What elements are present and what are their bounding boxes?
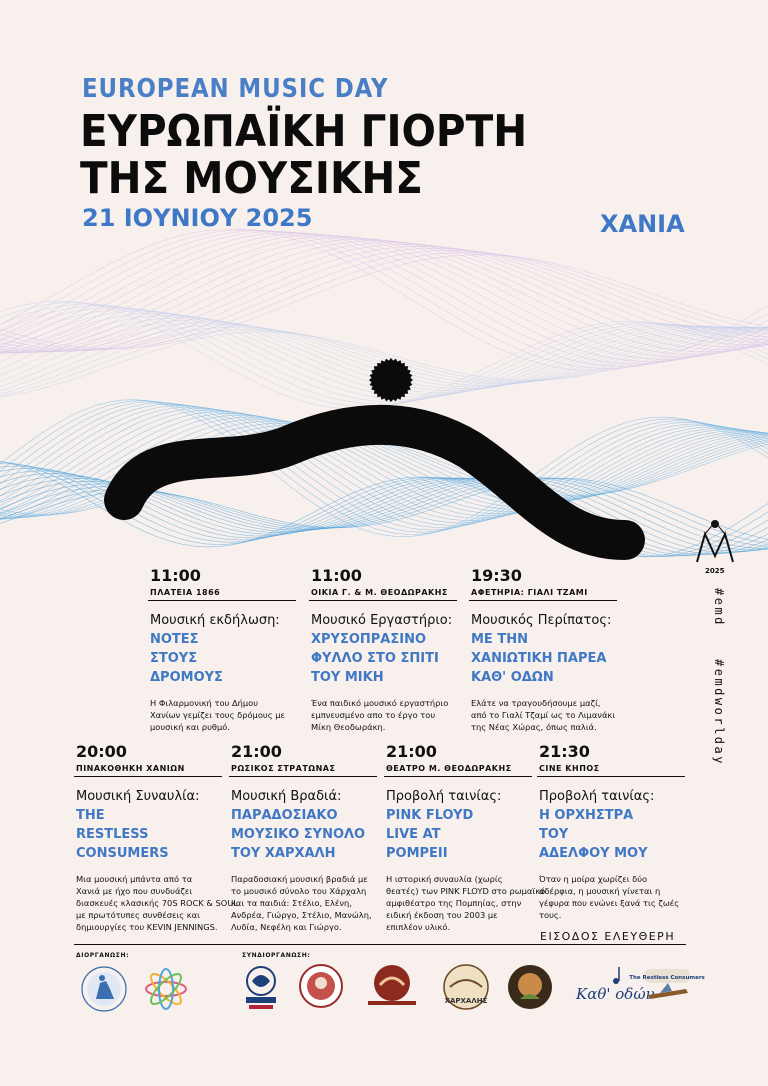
wave-line	[0, 233, 768, 362]
event-description-line: Παραδοσιακή μουσική βραδιά με	[231, 874, 368, 884]
event-description	[537, 873, 685, 921]
free-entry: ΕΙΣΟΔΟΣ ΕΛΕΥΘΕΡΗ	[540, 930, 676, 943]
wave-line	[0, 253, 768, 350]
event-type: Προβολή ταινίας:	[539, 789, 655, 804]
event-card	[384, 742, 546, 933]
event-description-line: και τα παιδιά: Στέλιο, Ελένη,	[231, 898, 352, 908]
wave-line	[0, 250, 768, 350]
sun-badge-shape	[369, 358, 413, 402]
event-name-line: ΦΥΛΛΟ ΣΤΟ ΣΠΙΤΙ	[311, 651, 439, 666]
event-time: 21:00	[231, 742, 282, 761]
event-place: ΑΦΕΤΗΡΙΑ: ΓΙΑΛΙ ΤΖΑΜΙ	[469, 585, 617, 601]
event-name-line: ΝΟΤΕΣ	[150, 632, 199, 647]
event-time: 20:00	[76, 742, 127, 761]
event-name-line: ΜΕ ΤΗΝ	[471, 632, 528, 647]
event-card	[229, 742, 377, 933]
event-description-line: αμφιθέατρο της Πομπηίας, στην	[386, 898, 522, 908]
event-description-line: τους.	[539, 910, 562, 920]
event-name	[309, 630, 457, 687]
cine-kipos-logo-icon	[506, 963, 554, 1011]
event-name	[148, 630, 296, 687]
restless-logo-text: The Restless Consumers	[629, 975, 705, 981]
cultural-logo-icon	[362, 963, 422, 1009]
event-name-line: ΤΟΥ ΜΙΚΗ	[311, 670, 384, 685]
event-description	[148, 697, 296, 733]
free-entry-divider	[74, 944, 686, 945]
event-place: ΡΩΣΙΚΟΣ ΣΤΡΑΤΩΝΑΣ	[229, 761, 377, 777]
event-description-line: Χανιά με ήχο που συνδυάζει	[76, 886, 193, 896]
event-description-line: διασκευές κλασικής 70S ROCK & SOUL	[76, 898, 238, 908]
event-card	[309, 566, 457, 733]
event-description-line: από το Γιαλί Τζαμί ως το Λιμανάκι	[471, 710, 616, 720]
event-description-line: αδέρφια, η μουσική γίνεται η	[539, 886, 661, 896]
event-name-line: ΑΔΕΛΦΟΥ ΜΟΥ	[539, 846, 648, 861]
event-description-line: Η Φιλαρμονική του Δήμου	[150, 698, 259, 708]
event-subtitle: EUROPEAN MUSIC DAY	[82, 74, 389, 104]
event-type: Μουσικός Περίπατος:	[471, 613, 612, 628]
event-name-line: ΤΟΥ	[539, 827, 569, 842]
event-name-line: ΧΑΝΙΩΤΙΚΗ ΠΑΡΕΑ	[471, 651, 607, 666]
event-place: ΠΙΝΑΚΟΘΗΚΗ ΧΑΝΙΩΝ	[74, 761, 222, 777]
event-place: CINE ΚΗΠΟΣ	[537, 761, 685, 777]
event-type: Μουσική Συναυλία:	[76, 789, 200, 804]
wave-line	[0, 244, 768, 352]
event-name-line: ΧΡΥΣΟΠΡΑΣΙΝΟ	[311, 632, 427, 647]
hashtag-emd: #emd	[712, 588, 726, 627]
event-description-line: επιπλέον υλικό.	[386, 922, 451, 932]
event-name-line: RESTLESS	[76, 827, 149, 842]
coorganizer-label: ΣΥΝΔΙΟΡΓΑΝΩΣΗ:	[242, 952, 311, 959]
event-type: Μουσική Βραδιά:	[231, 789, 342, 804]
event-description-line: μουσική και ρυθμό.	[150, 722, 230, 732]
event-description-line: Ένα παιδικό μουσικό εργαστήριο	[311, 698, 449, 708]
wave-line	[0, 243, 768, 353]
organizer-label: ΔΙΟΡΓΑΝΩΣΗ:	[76, 952, 130, 959]
event-description-line: με πρωτότυπες συνθέσεις και	[76, 910, 200, 920]
event-description-line: Όταν η μοίρα χωρίζει δύο	[539, 874, 648, 884]
event-description	[469, 697, 617, 733]
event-name-line: ΤΟΥ ΧΑΡΧΑΛΗ	[231, 846, 336, 861]
event-description-line: Χανίων γεμίζει τους δρόμους με	[150, 710, 285, 720]
kathodon-logo-text: Καθ' οδών	[576, 985, 655, 1003]
event-card	[148, 566, 296, 733]
event-description-line: γέφυρα που ενώνει ξανά τις ζωές	[539, 898, 680, 908]
event-description-line: θεατές) των PINK FLOYD στο ρωμαϊκό	[386, 886, 546, 896]
event-type: Μουσική εκδήλωση:	[150, 613, 280, 628]
philharmonic-logo-icon	[240, 963, 282, 1015]
event-type: Μουσικό Εργαστήριο:	[311, 613, 453, 628]
event-time: 21:00	[386, 742, 437, 761]
charchalis-logo-icon	[440, 963, 492, 1015]
event-city: ΧΑΝΙΑ	[600, 210, 685, 238]
event-description-line: Λυδία, Νεφέλη και Γιώργο.	[231, 922, 342, 932]
event-description-line: Μίκη Θεοδωράκη.	[311, 722, 386, 732]
event-description-line: Η ιστορική συναυλία (χωρίς	[386, 874, 503, 884]
event-description-line: ειδική έκδοση του 2003 με	[386, 910, 498, 920]
event-name	[537, 806, 685, 863]
event-name-line: ΣΤΟΥΣ	[150, 651, 198, 666]
event-name	[229, 806, 377, 863]
event-name-line: ΠΑΡΑΔΟΣΙΑΚΟ	[231, 808, 338, 823]
event-place: ΟΙΚΙΑ Γ. & Μ. ΘΕΟΔΩΡΑΚΗΣ	[309, 585, 457, 601]
wave-line	[0, 239, 768, 353]
event-place: ΘΕΑΤΡΟ Μ. ΘΕΟΔΩΡΑΚΗΣ	[384, 761, 532, 777]
event-name-line: ΚΑΘ' ΟΔΩΝ	[471, 670, 554, 685]
event-place: ΠΛΑΤΕΙΑ 1866	[148, 585, 296, 601]
event-description-line: Μια μουσική μπάντα από τα	[76, 874, 193, 884]
wave-line	[0, 232, 768, 364]
theodorakis-logo-icon	[298, 963, 344, 1009]
event-description-line: της Νέας Χώρας, όπως παλιά.	[471, 722, 597, 732]
event-date: 21 ΙΟΥΝΙΟΥ 2025	[82, 204, 313, 232]
event-time: 19:30	[471, 566, 522, 585]
charchalis-logo-text: ΧΑΡΧΑΛΗΣ	[444, 997, 488, 1005]
organizer-flower-logo-icon	[140, 963, 192, 1015]
event-name-line: ΜΟΥΣΙΚΟ ΣΥΝΟΛΟ	[231, 827, 366, 842]
emd-logo-icon	[693, 518, 741, 566]
wave-line	[0, 241, 768, 353]
event-time: 11:00	[311, 566, 362, 585]
event-card	[537, 742, 685, 921]
event-title-line2: ΤΗΣ ΜΟΥΣΙΚΗΣ	[80, 153, 423, 204]
event-name-line: ΔΡΟΜΟΥΣ	[150, 670, 223, 685]
hashtags	[706, 588, 726, 788]
event-name-line: CONSUMERS	[76, 846, 169, 861]
event-description	[229, 873, 377, 933]
kathodon-logo-icon	[572, 963, 655, 1011]
restless-consumers-logo-icon	[629, 963, 705, 1011]
event-name	[74, 806, 222, 863]
event-type: Προβολή ταινίας:	[386, 789, 502, 804]
event-name	[384, 806, 532, 863]
event-description	[309, 697, 457, 733]
event-time: 21:30	[539, 742, 590, 761]
emd-logo-year: 2025	[705, 567, 725, 575]
event-name-line: POMPEII	[386, 846, 448, 861]
event-title-line1: ΕΥΡΩΠΑΪΚΗ ΓΙΟΡΤΗ	[80, 106, 528, 157]
event-name-line: PINK FLOYD	[386, 808, 474, 823]
event-description-line: Ελάτε να τραγουδήσουμε μαζί,	[471, 698, 601, 708]
hashtag-emdworlday: #emdworlday	[712, 658, 726, 766]
event-name-line: Η ΟΡΧΗΣΤΡΑ	[539, 808, 634, 823]
event-name-line: LIVE AT	[386, 827, 441, 842]
event-description-line: Ανδρέα, Γιώργο, Στέλιο, Μανώλη,	[231, 910, 372, 920]
event-description	[74, 873, 238, 933]
event-description-line: εμπνευσμένο απο το έργο του	[311, 710, 436, 720]
event-description-line: δημιουργίες του KEVIN JENNINGS.	[76, 922, 218, 932]
event-name-line: THE	[76, 808, 105, 823]
event-description	[384, 873, 546, 933]
event-card	[74, 742, 238, 933]
event-card	[469, 566, 617, 733]
event-time: 11:00	[150, 566, 201, 585]
municipality-chania-logo-icon	[78, 963, 130, 1015]
event-description-line: το μουσικό σύνολο του Χάρχαλη	[231, 886, 367, 896]
event-name	[469, 630, 617, 687]
